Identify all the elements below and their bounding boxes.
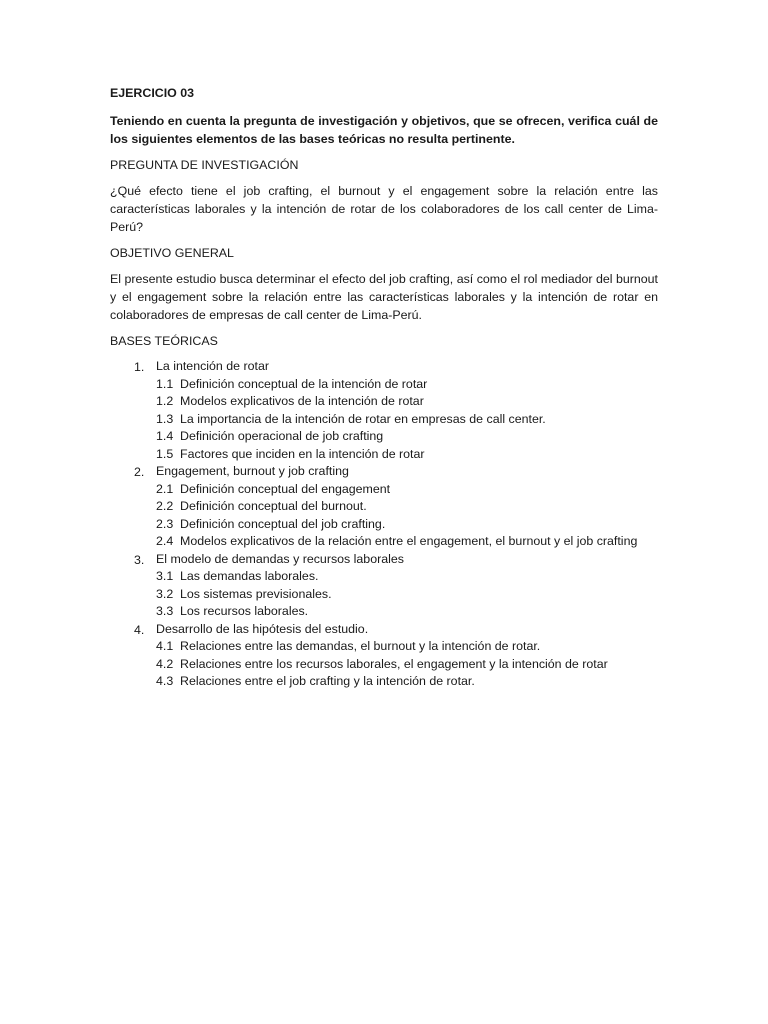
sub-list-item — [156, 428, 658, 446]
sub-item-label: La importancia de la intención de rotar en empresas de call center. — [180, 411, 546, 426]
sub-list — [156, 568, 658, 621]
sub-item-number: 1.3 — [156, 411, 174, 426]
list-item — [110, 551, 658, 621]
sub-item-number: 3.2 — [156, 586, 174, 601]
sub-item-label: Factores que inciden en la intención de rotar — [180, 446, 425, 461]
sub-list-item — [156, 411, 658, 429]
sub-item-label: Relaciones entre los recursos laborales, el engagement y la intención de rotar — [180, 656, 608, 671]
sub-list-item — [156, 498, 658, 516]
theoretical-bases-heading: BASES TEÓRICAS — [110, 334, 218, 348]
exercise-title: EJERCICIO 03 — [110, 86, 195, 100]
sub-item-label: Definición conceptual de la intención de rotar — [180, 376, 428, 391]
item-number: 2. — [134, 465, 145, 479]
list-item — [110, 358, 658, 463]
sub-item-number: 2.3 — [156, 516, 174, 531]
research-question-text: ¿Qué efecto tiene el job crafting, el burnout y el engagement sobre la relación entre las características laborales y la intención de rotar de los colaboradores de los call center de Lima-Perú? — [110, 184, 658, 234]
sub-item-label: Modelos explicativos de la relación entre el engagement, el burnout y el job crafting — [180, 534, 638, 548]
exercise-instructions: Teniendo en cuenta la pregunta de investigación y objetivos, que se ofrecen, verifica cuál de los siguientes elementos de las bases teóricas no resulta pertinente. — [110, 114, 658, 146]
sub-item-label: Los recursos laborales. — [180, 604, 309, 618]
item-number: 4. — [134, 622, 145, 637]
item-number: 1. — [134, 360, 145, 374]
item-label: La intención de rotar — [156, 359, 269, 373]
document-page — [110, 84, 658, 691]
sub-item-number: 1.4 — [156, 429, 174, 443]
sub-item-label: Modelos explicativos de la intención de rotar — [180, 394, 424, 408]
sub-item-label: Los sistemas previsionales. — [180, 586, 332, 601]
sub-item-number: 1.2 — [156, 394, 174, 408]
sub-item-number: 2.2 — [156, 499, 174, 513]
sub-item-number: 4.3 — [156, 674, 174, 688]
sub-list-item — [156, 586, 658, 604]
sub-list — [156, 481, 658, 551]
sub-list-item — [156, 673, 658, 691]
sub-item-number: 3.3 — [156, 604, 174, 618]
sub-item-label: Definición conceptual del job crafting. — [180, 516, 386, 531]
general-objective-text: El presente estudio busca determinar el efecto del job crafting, así como el rol mediador del burnout y el engagement sobre la relación entre las características laborales y la intención de rotar en colaboradores de empresas de call center de Lima-Perú. — [110, 272, 658, 322]
sub-item-number: 1.5 — [156, 446, 174, 461]
sub-list-item — [156, 603, 658, 621]
sub-item-number: 2.4 — [156, 534, 174, 548]
theoretical-bases-list — [110, 358, 658, 691]
sub-list — [156, 638, 658, 691]
sub-item-label: Relaciones entre las demandas, el burnout y la intención de rotar. — [180, 639, 541, 653]
sub-list-item — [156, 446, 658, 464]
sub-item-number: 4.1 — [156, 639, 174, 653]
item-label: El modelo de demandas y recursos laborales — [156, 551, 404, 566]
sub-item-number: 2.1 — [156, 481, 174, 496]
sub-item-number: 1.1 — [156, 376, 174, 391]
sub-list-item — [156, 376, 658, 394]
sub-item-label: Definición operacional de job crafting — [180, 429, 384, 443]
sub-item-label: Relaciones entre el job crafting y la intención de rotar. — [180, 674, 475, 688]
research-question-heading: PREGUNTA DE INVESTIGACIÓN — [110, 158, 299, 172]
sub-item-number: 4.2 — [156, 656, 174, 671]
item-label: Desarrollo de las hipótesis del estudio. — [156, 621, 369, 636]
sub-list — [156, 376, 658, 464]
item-label: Engagement, burnout y job crafting — [156, 464, 349, 478]
sub-item-label: Definición conceptual del engagement — [180, 481, 391, 496]
sub-list-item — [156, 516, 658, 534]
sub-item-label: Las demandas laborales. — [180, 569, 319, 583]
sub-list-item — [156, 638, 658, 656]
sub-item-number: 3.1 — [156, 569, 174, 583]
sub-item-label: Definición conceptual del burnout. — [180, 499, 367, 513]
sub-list-item — [156, 481, 658, 499]
sub-list-item — [156, 568, 658, 586]
sub-list-item — [156, 656, 658, 674]
sub-list-item — [156, 393, 658, 411]
list-item — [110, 621, 658, 691]
item-number: 3. — [134, 552, 145, 567]
list-item — [110, 463, 658, 551]
general-objective-heading: OBJETIVO GENERAL — [110, 246, 234, 260]
sub-list-item — [156, 533, 658, 551]
